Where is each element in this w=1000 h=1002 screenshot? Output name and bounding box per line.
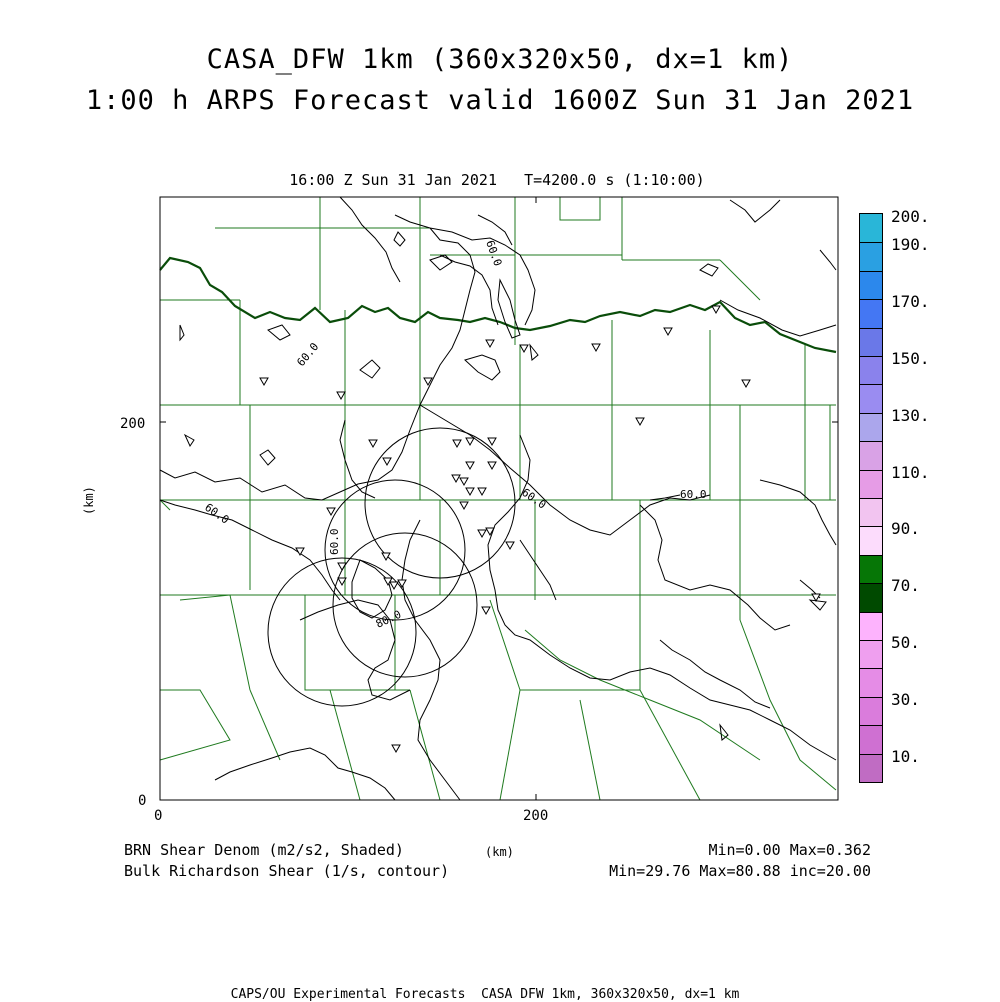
color-bar-label: 150.: [891, 349, 930, 368]
color-bar-segment: [860, 299, 882, 327]
color-bar-segment: [860, 697, 882, 725]
color-bar-label: 10.: [891, 746, 920, 766]
color-bar-label: 110.: [891, 462, 930, 482]
color-bar-label: 200.: [891, 207, 930, 226]
shaded-field-label: BRN Shear Denom (m2/s2, Shaded): [124, 841, 404, 859]
color-bar-segment: [860, 725, 882, 753]
station-markers: [260, 306, 820, 752]
color-bar-segment: [860, 526, 882, 554]
county-boundaries: [160, 197, 836, 800]
color-bar-segment: [860, 242, 882, 270]
title-line-2: 1:00 h ARPS Forecast valid 1600Z Sun 31 Jan 2021: [85, 85, 915, 116]
title-line-1: CASA_DFW 1km (360x320x50, dx=1 km): [206, 44, 794, 75]
color-bar-segment: [860, 356, 882, 384]
valid-time-line: 16:00 Z Sun 31 Jan 2021 T=4200.0 s (1:10:00): [289, 171, 705, 189]
x-axis-unit: (km): [485, 845, 514, 859]
contour-field-stats: Min=29.76 Max=80.88 inc=20.00: [609, 862, 871, 880]
shaded-field-stats: Min=0.00 Max=0.362: [708, 841, 871, 859]
y-axis-unit: (km): [82, 486, 96, 515]
contour-label: 60.0: [519, 485, 549, 512]
color-bar-segment: [860, 583, 882, 611]
color-bar-segment: [860, 441, 882, 469]
color-bar-segment: [860, 384, 882, 412]
color-bar-segment: [860, 328, 882, 356]
y-tick-label: 0: [138, 793, 147, 809]
color-bar-label: 130.: [891, 405, 930, 425]
contour-label: 60.0: [328, 528, 341, 555]
contour-field-label: Bulk Richardson Shear (1/s, contour): [124, 862, 450, 880]
state-boundary: [160, 258, 836, 352]
y-tick-label: 200: [120, 416, 146, 432]
color-bar-segment: [860, 754, 882, 782]
color-bar-segment: [860, 640, 882, 668]
color-bar-label: 30.: [891, 689, 920, 709]
color-bar-label: 190.: [891, 235, 930, 255]
credit-line: CAPS/OU Experimental Forecasts CASA DFW 1km, 360x320x50, dx=1 km: [230, 987, 740, 1002]
color-bar-segment: [860, 612, 882, 640]
contour-label: 60.0: [680, 488, 707, 501]
color-bar-segment: [860, 470, 882, 498]
color-bar-segment: [860, 271, 882, 299]
color-bar-label: 90.: [891, 519, 920, 539]
contour-label: 60.0: [483, 238, 505, 268]
x-tick-label: 0: [154, 808, 163, 824]
contour-label-group: [202, 239, 706, 631]
color-bar-segment: [860, 668, 882, 696]
shear-contours: [160, 197, 836, 800]
color-bar-label: 170.: [891, 292, 930, 312]
color-bar-label: 50.: [891, 633, 920, 652]
color-bar: [859, 213, 883, 783]
color-bar-segment: [860, 214, 882, 242]
color-bar-segment: [860, 555, 882, 583]
contour-label: 80.0: [373, 607, 404, 631]
contour-label: 60.0: [202, 500, 232, 527]
contour-label: 60.0: [294, 340, 322, 369]
color-bar-label: 70.: [891, 576, 920, 596]
color-bar-segment: [860, 413, 882, 441]
color-bar-segment: [860, 498, 882, 526]
x-tick-label: 200: [523, 808, 549, 824]
